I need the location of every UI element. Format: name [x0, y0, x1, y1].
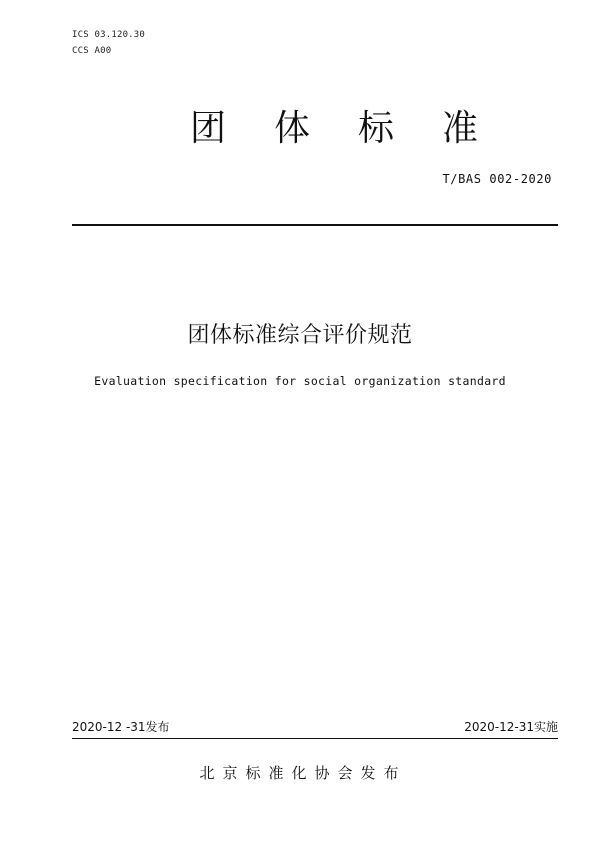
document-title-english: Evaluation specification for social organization standard — [94, 374, 506, 388]
standard-type-heading: 团体标准 — [190, 108, 527, 149]
ccs-code: CCS A00 — [72, 46, 112, 56]
publisher-line: 北京标准化协会发布 — [199, 764, 407, 782]
standard-number: T/BAS 002-2020 — [442, 172, 552, 186]
publish-date: 2020-12 -31发布 — [72, 720, 170, 734]
ics-code: ICS 03.120.30 — [72, 30, 146, 40]
document-title-chinese: 团体标准综合评价规范 — [187, 323, 413, 348]
header-divider — [72, 224, 558, 226]
footer-divider — [72, 738, 558, 739]
implementation-date: 2020-12-31实施 — [464, 720, 558, 734]
